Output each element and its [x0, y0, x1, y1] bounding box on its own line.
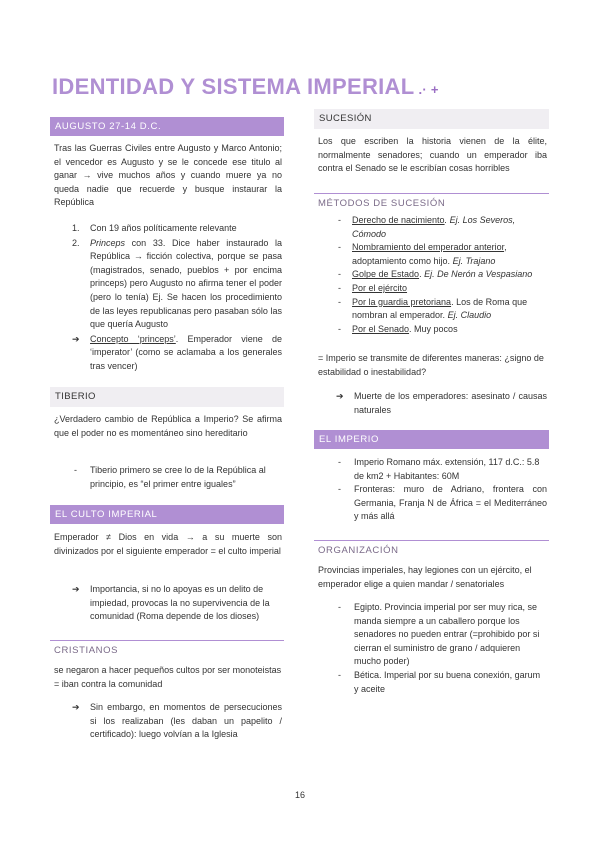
- dash-bullet: -: [338, 669, 341, 680]
- method-label: Golpe de Estado: [352, 269, 420, 280]
- method-text: , adoptamiento como hijo.: [352, 242, 507, 266]
- list-item: [318, 456, 547, 483]
- list-item: [54, 237, 282, 332]
- list-item-text: Fronteras: muro de Adriano, frontera con Germania, Franja N de África = el Mediterráneo y más allá: [354, 484, 547, 522]
- list-item-text: con 33. Dice haber instaurado la República → ficción colectiva, porque se pasa (magistrados, senado, pueblos + por encima princeps) pero Augusto no afirma tener el poder (pero lo tenía) Ej. Se hacen los procedimiento de las leyes republicanas pero pasaban sólo las que quería Augusto: [90, 237, 282, 330]
- tiberio-text: ¿Verdadero cambio de República a Imperio? Se afirma que el poder no es momentáneo sino hereditario: [54, 414, 282, 438]
- dash-bullet: -: [338, 242, 341, 253]
- arrow-right-icon: ➔: [72, 333, 80, 344]
- method-label: Por la guardia pretoriana: [352, 296, 452, 307]
- augusto-intro: Tras las Guerras Civiles entre Augusto y Marco Antonio; el vencedor es Augusto y se le concede ese titulo al ganar → vive muchos años y cuando muere ya no queda nadie que recuerde y busque instaurar la República: [54, 143, 282, 208]
- section-heading-imperio: EL IMPERIO: [314, 430, 549, 449]
- dash-bullet: -: [338, 269, 341, 280]
- metodos-conclusion: = Imperio se transmite de diferentes maneras: ¿signo de estabilidad o inestabilidad?: [318, 353, 544, 377]
- list-number: 2.: [72, 237, 80, 248]
- list-item: [54, 583, 282, 624]
- sucesion-text: Los que escriben la historia vienen de la élite, normalmente senadores; cuando un emperador iba contra el Senado se le escribían cosas horribles: [318, 136, 547, 174]
- method-example: Ej. De Nerón a Vespasiano: [424, 269, 533, 280]
- dash-bullet: -: [338, 457, 341, 467]
- list-item: [54, 464, 282, 491]
- culto-list: [54, 583, 282, 624]
- list-item: [318, 390, 547, 417]
- dash-bullet: -: [338, 215, 341, 225]
- section-heading-cristianos: CRISTIANOS: [50, 640, 284, 656]
- organizacion-list: [318, 601, 547, 696]
- list-item-text: Egipto. Provincia imperial por ser muy rica, se manda siempre a un caballero porque los senadores no pueden entrar (=prohibido por si cierran el suministro de grano / adquieren mucho poder): [354, 602, 540, 667]
- method-example: . Ej. Los Severos, Cómodo: [352, 215, 516, 239]
- imperio-list: [318, 456, 547, 524]
- augusto-list: [54, 222, 282, 374]
- list-item: [318, 282, 547, 296]
- organizacion-text: Provincias imperiales, hay legiones con un ejército, el emperador elige a quien mandar / senatoriales: [318, 565, 532, 589]
- method-label: Por el ejército: [352, 282, 408, 293]
- metodos-arrow-list: [318, 390, 547, 417]
- sparkle-icon: .· +: [418, 82, 439, 97]
- list-item: [318, 241, 547, 268]
- list-item: [318, 323, 547, 337]
- list-number: 1.: [72, 223, 80, 233]
- method-text: .: [419, 269, 425, 280]
- method-example: Ej. Trajano: [452, 255, 496, 266]
- list-item: [318, 214, 547, 241]
- dash-bullet: -: [338, 323, 341, 334]
- dash-bullet: -: [338, 296, 341, 307]
- dash-bullet: -: [338, 484, 341, 495]
- section-heading-sucesion: SUCESIÓN: [314, 109, 549, 129]
- list-item-text-italic: Princeps: [90, 237, 126, 248]
- list-item-text: . Emperador viene de ‘imperator’ (como se aclamaba a los generales tras vencer): [90, 333, 282, 371]
- section-heading-organizacion: ORGANIZACIÓN: [314, 540, 549, 556]
- section-heading-augusto: AUGUSTO 27-14 D.C.: [50, 117, 284, 136]
- metodos-list: [318, 214, 547, 336]
- list-item-text: Bética. Imperial por su buena conexión, garum y aceite: [354, 669, 541, 694]
- list-item: [318, 601, 547, 669]
- list-item: [318, 483, 547, 524]
- list-item-text: Tiberio primero se cree lo de la República al principio, es “el primer entre iguales”: [90, 465, 266, 489]
- list-item: [318, 669, 547, 696]
- cristianos-list: [54, 701, 282, 742]
- list-item-text: Con 19 años políticamente relevante: [90, 223, 237, 233]
- concept-link-text: Concepto ‘princeps’: [90, 333, 176, 344]
- list-item: [318, 296, 547, 323]
- page-number: 16: [294, 790, 305, 800]
- list-item-text: Imperio Romano máx. extensión, 117 d.C.: 5.8 de km2 + Habitantes: 60M: [354, 457, 540, 481]
- tiberio-list: [54, 464, 282, 491]
- list-item: [54, 333, 282, 374]
- method-label: Por el Senado: [352, 323, 410, 334]
- section-heading-metodos: MÉTODOS DE SUCESIÓN: [314, 193, 549, 209]
- arrow-right-icon: ➔: [336, 391, 344, 401]
- method-text: . Los de Roma que nombran al emperador.: [352, 296, 528, 321]
- list-item-text: Importancia, si no lo apoyas es un delito de impiedad, provocas la no supervivencia de la comunidad (Roma depende de los dioses): [90, 584, 270, 622]
- cristianos-text: se negaron a hacer pequeños cultos por ser monoteistas = iban contra la comunidad: [54, 665, 282, 689]
- arrow-right-icon: ➔: [72, 584, 80, 594]
- dash-bullet: -: [74, 465, 77, 475]
- list-item: [318, 268, 547, 282]
- list-item: [54, 701, 282, 742]
- section-heading-culto: EL CULTO IMPERIAL: [50, 505, 284, 524]
- dash-bullet: -: [338, 282, 341, 293]
- method-label: Derecho de nacimiento: [352, 215, 445, 225]
- dash-bullet: -: [338, 602, 341, 612]
- section-heading-tiberio: TIBERIO: [50, 387, 284, 407]
- title-text: IDENTIDAD Y SISTEMA IMPERIAL: [52, 74, 415, 99]
- method-label: Nombramiento del emperador anterior: [352, 242, 505, 253]
- list-item-text: Sin embargo, en momentos de persecuciones si los realizaban (les daban un papelito / certificado): luego volvían a la Iglesia: [90, 702, 282, 740]
- method-example: Ej. Claudio: [447, 310, 492, 321]
- page-title: [52, 74, 439, 100]
- arrow-right-icon: ➔: [72, 702, 80, 712]
- list-item-text: Muerte de los emperadores: asesinato / causas naturales: [354, 391, 547, 415]
- method-text: . Muy pocos: [409, 323, 458, 334]
- list-item: [54, 222, 282, 236]
- culto-text: Emperador ≠ Dios en vida → a su muerte son divinizados por el siguiente emperador = el culto imperial: [54, 532, 282, 556]
